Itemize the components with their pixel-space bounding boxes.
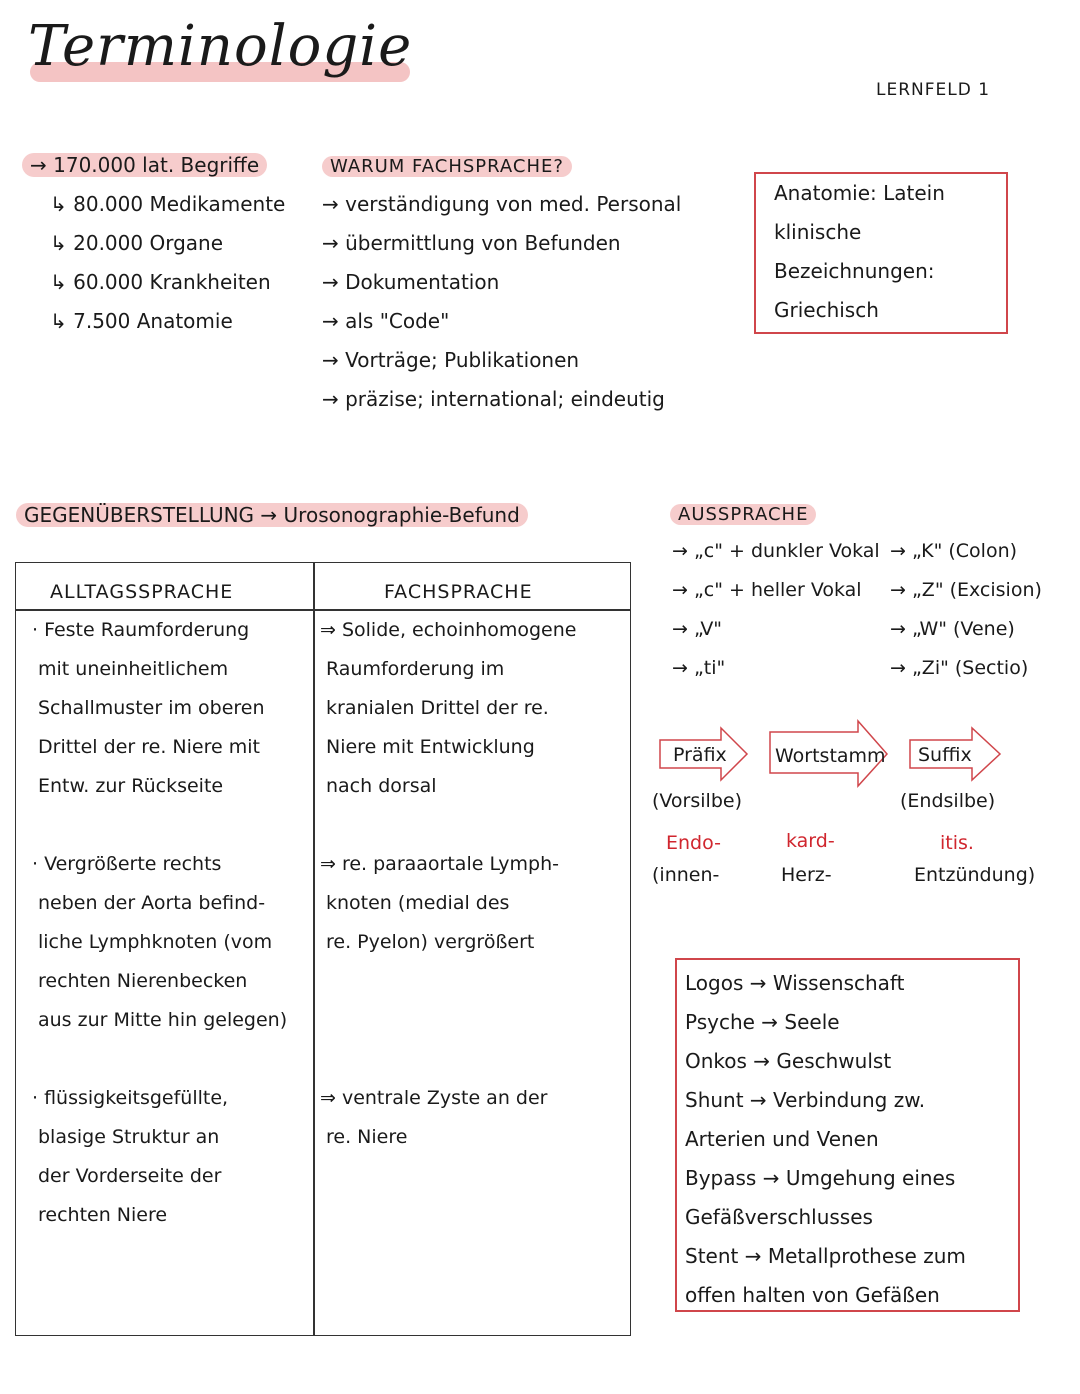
translation-praefix: (innen-	[652, 864, 720, 886]
page-title: Terminologie	[28, 14, 413, 79]
warum-heading: WARUM FACHSPRACHE?	[322, 156, 572, 177]
cell-line: liche Lymphknoten (vom	[38, 931, 273, 953]
aussprache-row	[672, 610, 1072, 649]
cell-line: ⇒ ventrale Zyste an der	[320, 1087, 548, 1109]
cell-line: Entw. zur Rückseite	[38, 775, 224, 797]
box-line: Griechisch	[774, 298, 879, 322]
cell-line: · flüssigkeitsgefüllte,	[32, 1087, 229, 1109]
fachsprache-cell	[320, 611, 576, 806]
cell-line: Drittel der re. Niere mit	[38, 736, 260, 758]
cell-line: der Vorderseite der	[38, 1165, 222, 1187]
comparison-table	[15, 562, 631, 1336]
warum-item: → Dokumentation	[322, 270, 500, 294]
aussprache-row	[672, 649, 1072, 688]
begriffe-item: ↳ 60.000 Krankheiten	[50, 270, 271, 294]
translation-suffix: Entzündung)	[914, 864, 1036, 886]
aussprache-target: → „Zi" (Sectio)	[890, 657, 1029, 679]
cell-line: ⇒ Solide, echoinhomogene	[320, 619, 577, 641]
cell-line: · Feste Raumforderung	[32, 619, 250, 641]
col-header-fach: FACHSPRACHE	[384, 581, 533, 603]
cell-line: mit uneinheitlichem	[38, 658, 229, 680]
aussprache-source: → „c" + dunkler Vokal	[672, 540, 880, 562]
aussprache-source: → „c" + heller Vokal	[672, 579, 862, 601]
aussprache-heading-text: AUSSPRACHE	[670, 504, 816, 525]
warum-item: → verständigung von med. Personal	[322, 192, 682, 216]
aussprache-row	[672, 571, 1072, 610]
cell-line: neben der Aorta befind-	[38, 892, 266, 914]
cell-line: Raumforderung im	[326, 658, 505, 680]
cell-line: nach dorsal	[326, 775, 437, 797]
aussprache-source: → „ti"	[672, 657, 726, 679]
suffix-label: Suffix	[918, 744, 972, 766]
glossar-line: Bypass → Umgehung eines	[685, 1166, 956, 1190]
aussprache-list	[672, 532, 1072, 688]
endsilbe-label: (Endsilbe)	[900, 790, 996, 812]
column-divider	[313, 563, 315, 1335]
alltagssprache-cell	[32, 845, 287, 1040]
warum-item: → übermittlung von Befunden	[322, 231, 621, 255]
begriffe-item: ↳ 20.000 Organe	[50, 231, 223, 255]
cell-line: Schallmuster im oberen	[38, 697, 265, 719]
gegenueber-heading-text: GEGENÜBERSTELLUNG → Urosonographie-Befund	[16, 503, 528, 527]
fachsprache-cell	[320, 845, 559, 962]
begriffe-item: ↳ 7.500 Anatomie	[50, 309, 233, 333]
vorsilbe-label: (Vorsilbe)	[652, 790, 742, 812]
gegenueber-heading	[16, 496, 528, 535]
cell-line: rechten Niere	[38, 1204, 168, 1226]
aussprache-target: → „Z" (Excision)	[890, 579, 1042, 601]
praefix-label: Präfix	[673, 744, 727, 766]
example-suffix: itis.	[940, 832, 974, 854]
aussprache-heading	[670, 494, 816, 534]
warum-item: → präzise; international; eindeutig	[322, 387, 665, 411]
sprachen-box	[754, 172, 1008, 334]
warum-item: → Vorträge; Publikationen	[322, 348, 580, 372]
cell-line: re. Pyelon) vergrößert	[326, 931, 535, 953]
cell-line: rechten Nierenbecken	[38, 970, 248, 992]
aussprache-target: → „K" (Colon)	[890, 540, 1018, 562]
example-praefix: Endo-	[666, 832, 721, 854]
glossar-line: Gefäßverschlusses	[685, 1205, 873, 1229]
aussprache-source: → „V"	[672, 618, 723, 640]
cell-line: re. Niere	[326, 1126, 408, 1148]
glossar-line: Psyche → Seele	[685, 1010, 840, 1034]
glossar-line: Shunt → Verbindung zw.	[685, 1088, 926, 1112]
begriffe-item: ↳ 80.000 Medikamente	[50, 192, 286, 216]
aussprache-row	[672, 532, 1072, 571]
cell-line: blasige Struktur an	[38, 1126, 220, 1148]
box-line: Anatomie: Latein	[774, 181, 945, 205]
box-line: Bezeichnungen:	[774, 259, 935, 283]
warum-list	[322, 146, 681, 419]
glossar-line: Onkos → Geschwulst	[685, 1049, 892, 1073]
wortstamm-label: Wortstamm	[775, 745, 886, 767]
fachsprache-cell	[320, 1079, 547, 1157]
cell-line: Niere mit Entwicklung	[326, 736, 535, 758]
glossar-box	[675, 958, 1020, 1312]
alltagssprache-cell	[32, 611, 265, 806]
glossar-line: Stent → Metallprothese zum	[685, 1244, 966, 1268]
col-header-alltag: ALLTAGSSPRACHE	[50, 581, 234, 603]
glossar-line: Arterien und Venen	[685, 1127, 879, 1151]
cell-line: ⇒ re. paraaortale Lymph-	[320, 853, 560, 875]
aussprache-target: → „W" (Vene)	[890, 618, 1015, 640]
cell-line: knoten (medial des	[326, 892, 510, 914]
translation-stamm: Herz-	[781, 864, 832, 886]
cell-line: · Vergrößerte rechts	[32, 853, 222, 875]
glossar-line: Logos → Wissenschaft	[685, 971, 905, 995]
alltagssprache-cell	[32, 1079, 228, 1235]
cell-line: aus zur Mitte hin gelegen)	[38, 1009, 288, 1031]
glossar-line: offen halten von Gefäßen	[685, 1283, 940, 1307]
begriffe-heading: → 170.000 lat. Begriffe	[22, 153, 267, 177]
cell-line: kranialen Drittel der re.	[326, 697, 549, 719]
warum-item: → als "Code"	[322, 309, 450, 333]
example-stamm: kard-	[786, 830, 835, 852]
begriffe-list	[22, 146, 285, 341]
lernfeld-label: LERNFELD 1	[876, 80, 991, 100]
box-line: klinische	[774, 220, 862, 244]
